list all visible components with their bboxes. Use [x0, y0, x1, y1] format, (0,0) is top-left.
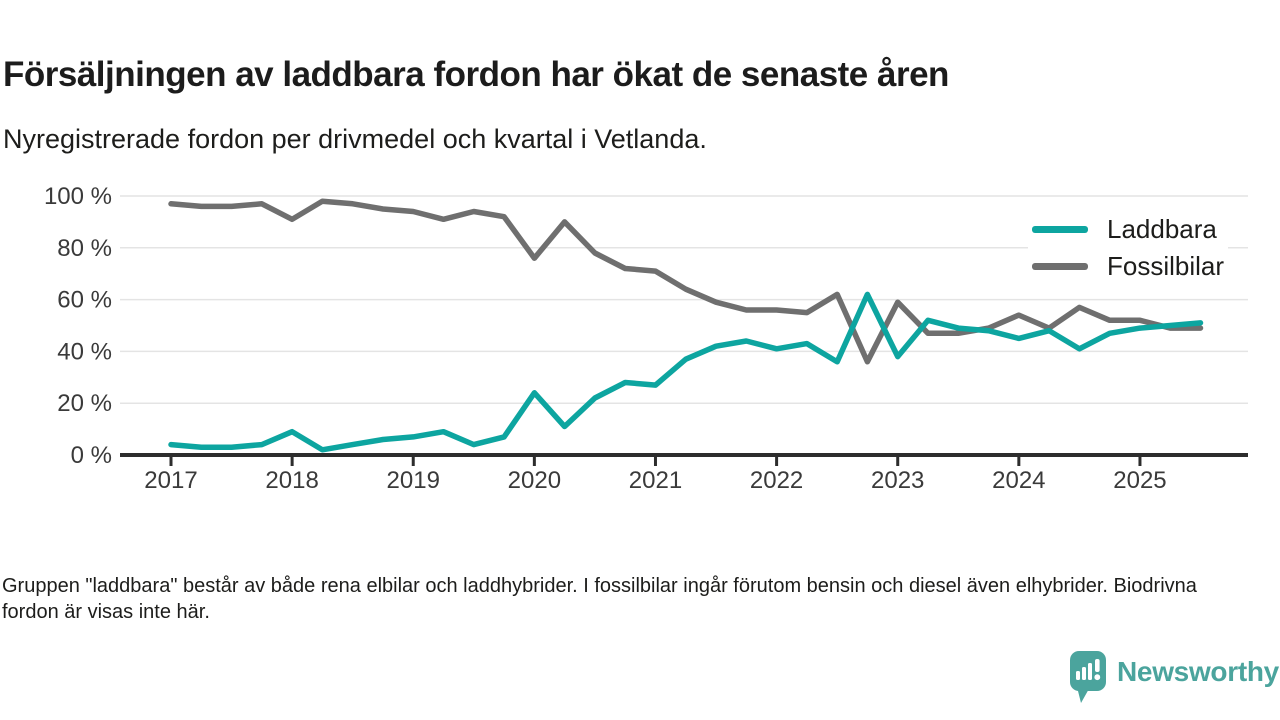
svg-text:2017: 2017 [144, 467, 198, 494]
svg-text:40 %: 40 % [57, 338, 112, 366]
svg-text:100 %: 100 % [43, 183, 112, 210]
svg-text:2024: 2024 [992, 467, 1046, 494]
legend-item-fossilbilar [1032, 252, 1224, 280]
svg-text:2019: 2019 [386, 467, 440, 494]
svg-text:60 %: 60 % [57, 286, 112, 314]
newsworthy-logo-text: Newsworthy [1117, 656, 1279, 687]
svg-text:2020: 2020 [507, 467, 562, 494]
svg-text:2018: 2018 [265, 467, 319, 494]
svg-text:2022: 2022 [749, 467, 804, 494]
svg-text:2023: 2023 [871, 467, 925, 494]
legend-label-laddbara: Laddbara [1107, 213, 1217, 244]
svg-text:2025: 2025 [1113, 467, 1167, 494]
page-title: Försäljningen av laddbara fordon har ökat de senaste åren [3, 55, 949, 95]
laddbara-line-swatch [1032, 226, 1088, 233]
svg-text:2021: 2021 [628, 467, 683, 494]
newsworthy-logo [1069, 650, 1279, 704]
svg-text:20 %: 20 % [57, 390, 112, 418]
svg-text:80 %: 80 % [57, 234, 112, 262]
speech-bubble-bar-chart-icon [1069, 650, 1109, 704]
legend-item-laddbara [1032, 215, 1224, 243]
fossilbilar-line-swatch [1032, 263, 1088, 270]
svg-text:0 %: 0 % [70, 442, 112, 469]
legend-label-fossilbilar: Fossilbilar [1107, 250, 1225, 281]
chart-legend [1028, 212, 1228, 289]
chart-footnote: Gruppen "laddbara" består av både rena elbilar och laddhybrider. I fossilbilar ingår förutom bensin och diesel även elhybrider. Biodrivna fordon är visas inte här. [2, 575, 1197, 623]
page-subtitle: Nyregistrerade fordon per drivmedel och kvartal i Vetlanda. [3, 124, 707, 154]
